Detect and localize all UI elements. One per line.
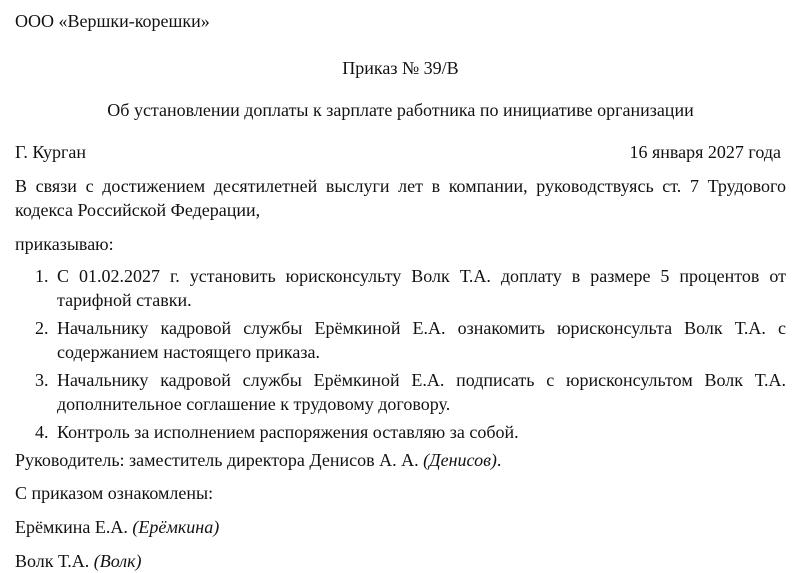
signer-signature: (Ерёмкина) (132, 517, 220, 537)
item-text: Начальнику кадровой службы Ерёмкиной Е.А. подписать с юрисконсультом Волк Т.А. дополнительное соглашение к трудовому договору. (57, 370, 786, 414)
signer-name: Ерёмкина Е.А. (15, 517, 133, 537)
list-item (15, 316, 786, 364)
order-date: 16 января 2027 года (629, 142, 781, 162)
city: Г. Курган (15, 142, 87, 162)
acquainted-heading: С приказом ознакомлены: (15, 483, 214, 503)
order-subject: Об установлении доплаты к зарплате работника по инициативе организации (107, 100, 694, 120)
item-number: 4. (35, 422, 49, 442)
head-signature: (Денисов) (423, 450, 497, 470)
signer-name: Волк Т.А. (15, 551, 94, 571)
item-text: Начальнику кадровой службы Ерёмкиной Е.А. ознакомить юрисконсульта Волк Т.А. с содержанием настоящего приказа. (57, 318, 786, 362)
head-end: . (496, 450, 502, 470)
order-items-list (15, 264, 786, 444)
decree-word: приказываю: (15, 234, 114, 254)
item-text: С 01.02.2027 г. установить юрисконсульту Волк Т.А. доплату в размере 5 процентов от тарифной ставки. (57, 266, 786, 310)
preamble: В связи с достижением десятилетней выслуги лет в компании, руководствуясь ст. 7 Трудового кодекса Российской Федерации, (15, 176, 786, 220)
order-title: Приказ № 39/В (342, 58, 459, 78)
item-text: Контроль за исполнением распоряжения оставляю за собой. (57, 422, 519, 442)
signature-line-eremkina (15, 515, 786, 539)
organization-name: ООО «Вершки-корешки» (15, 11, 210, 31)
item-number: 2. (35, 318, 49, 338)
head-signature-line (15, 448, 786, 472)
list-item (15, 420, 786, 444)
list-item (15, 264, 786, 312)
head-label: Руководитель: заместитель директора Денисов А. А. (15, 450, 424, 470)
list-item (15, 368, 786, 416)
signer-signature: (Волк) (93, 551, 142, 571)
signature-line-volk (15, 549, 786, 573)
place-date-row (15, 140, 786, 164)
item-number: 1. (35, 266, 49, 286)
item-number: 3. (35, 370, 49, 390)
